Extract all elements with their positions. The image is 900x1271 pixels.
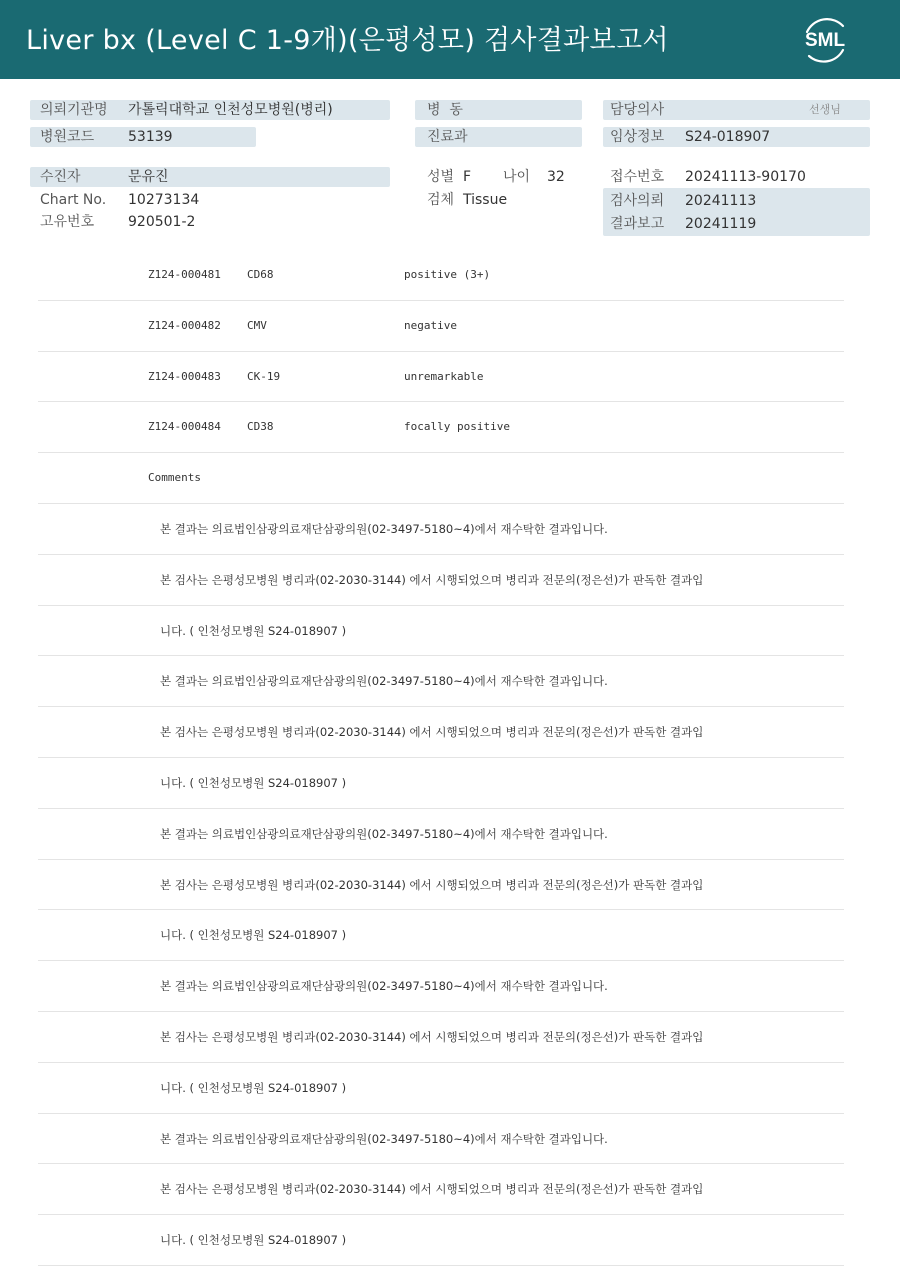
result-code: Z124-000481 <box>148 268 221 281</box>
patient-value: 문유진 <box>128 169 169 185</box>
comment-row <box>38 860 844 911</box>
request-date-field <box>603 191 870 211</box>
sml-logo <box>797 12 853 68</box>
logo-text: SML <box>804 30 846 51</box>
comment-row <box>38 707 844 758</box>
comment-text: 니다. ( 인천성모병원 S24-018907 ) <box>160 623 347 638</box>
chart-no-label: Chart No. <box>40 192 107 208</box>
comment-row <box>38 606 844 657</box>
result-value: negative <box>404 318 457 332</box>
age-label: 나이 <box>503 169 531 185</box>
results-section <box>38 250 844 1266</box>
result-test: CD38 <box>247 420 274 434</box>
comment-text: 본 검사는 은평성모병원 병리과(02-2030-3144) 에서 시행되었으며 병리과 전문의(정은선)가 판독한 결과입 <box>160 1182 704 1197</box>
ward-label: 병 동 <box>427 102 463 118</box>
hospital-code-value: 53139 <box>128 129 173 145</box>
institution-field <box>30 100 390 120</box>
doctor-label: 담당의사 <box>610 102 665 118</box>
table-row <box>38 301 844 352</box>
sex-age-field <box>415 167 585 187</box>
doctor-field <box>603 100 870 120</box>
comment-row <box>38 910 844 961</box>
comment-row <box>38 1164 844 1215</box>
institution-label: 의뢰기관명 <box>40 102 108 118</box>
comment-row <box>38 1215 844 1266</box>
unique-no-value: 920501-2 <box>128 214 196 230</box>
patient-field <box>30 167 390 187</box>
comment-text: 본 결과는 의료법인삼광의료재단삼광의원(02-3497-5180~4)에서 재수탁한 결과입니다. <box>160 826 608 841</box>
report-date-field <box>603 214 870 234</box>
result-value: positive (3+) <box>404 268 491 281</box>
report-date-value: 20241119 <box>685 216 757 232</box>
result-code: Z124-000482 <box>148 318 221 332</box>
result-test: CD68 <box>247 268 274 281</box>
hospital-code-label: 병원코드 <box>40 129 95 145</box>
comment-text: 본 결과는 의료법인삼광의료재단삼광의원(02-3497-5180~4)에서 재수탁한 결과입니다. <box>160 521 608 536</box>
request-date-label: 검사의뢰 <box>610 193 665 209</box>
hospital-code-field <box>30 127 256 147</box>
comment-row <box>38 961 844 1012</box>
comment-row <box>38 555 844 606</box>
comment-text: 본 검사는 은평성모병원 병리과(02-2030-3144) 에서 시행되었으며 병리과 전문의(정은선)가 판독한 결과입 <box>160 725 704 740</box>
ward-field <box>415 100 582 120</box>
table-row <box>38 250 844 301</box>
comment-text: 본 검사는 은평성모병원 병리과(02-2030-3144) 에서 시행되었으며 병리과 전문의(정은선)가 판독한 결과입 <box>160 1029 704 1044</box>
department-field <box>415 127 582 147</box>
comment-text: 니다. ( 인천성모병원 S24-018907 ) <box>160 1080 347 1095</box>
comment-row <box>38 656 844 707</box>
comment-text: 니다. ( 인천성모병원 S24-018907 ) <box>160 775 347 790</box>
comment-text: 본 검사는 은평성모병원 병리과(02-2030-3144) 에서 시행되었으며 병리과 전문의(정은선)가 판독한 결과입 <box>160 877 704 892</box>
report-header <box>0 0 900 79</box>
report-title: Liver bx (Level C 1-9개)(은평성모) 검사결과보고서 <box>26 25 669 56</box>
report-date-label: 결과보고 <box>610 216 665 232</box>
unique-no-field <box>30 212 390 232</box>
clinical-info-label: 임상정보 <box>610 129 665 145</box>
receipt-no-label: 접수번호 <box>610 169 665 185</box>
table-row <box>38 402 844 453</box>
result-value: unremarkable <box>404 369 484 383</box>
comment-text: 본 결과는 의료법인삼광의료재단삼광의원(02-3497-5180~4)에서 재수탁한 결과입니다. <box>160 674 608 689</box>
specimen-label: 검체 <box>427 192 455 208</box>
result-code: Z124-000483 <box>148 369 221 383</box>
comment-row <box>38 809 844 860</box>
clinical-info-value: S24-018907 <box>685 129 771 145</box>
receipt-no-value: 20241113-90170 <box>685 169 806 185</box>
chart-no-field <box>30 190 390 210</box>
result-value: focally positive <box>404 420 510 434</box>
department-label: 진료과 <box>427 129 468 145</box>
comment-row <box>38 758 844 809</box>
comments-header-row <box>38 453 844 504</box>
chart-no-value: 10273134 <box>128 192 200 208</box>
patient-label: 수진자 <box>40 169 81 185</box>
clinical-info-field <box>603 127 870 147</box>
comments-label: Comments <box>148 471 201 485</box>
sex-label: 성별 <box>427 169 455 185</box>
receipt-no-field <box>603 167 870 187</box>
comment-row <box>38 1012 844 1063</box>
request-date-value: 20241113 <box>685 193 757 209</box>
comment-text: 니다. ( 인천성모병원 S24-018907 ) <box>160 1233 347 1248</box>
comment-row <box>38 1063 844 1114</box>
sex-value: F <box>463 169 472 185</box>
result-test: CK-19 <box>247 369 281 383</box>
comment-text: 본 검사는 은평성모병원 병리과(02-2030-3144) 에서 시행되었으며 병리과 전문의(정은선)가 판독한 결과입 <box>160 572 704 587</box>
doctor-suffix: 선생님 <box>809 103 841 116</box>
institution-value: 가톨릭대학교 인천성모병원(병리) <box>128 102 333 118</box>
comment-row <box>38 504 844 555</box>
comment-text: 니다. ( 인천성모병원 S24-018907 ) <box>160 928 347 943</box>
age-value: 32 <box>547 169 565 185</box>
specimen-value: Tissue <box>463 192 508 208</box>
comment-text: 본 결과는 의료법인삼광의료재단삼광의원(02-3497-5180~4)에서 재수탁한 결과입니다. <box>160 1131 608 1146</box>
result-test: CMV <box>247 318 267 332</box>
comment-row <box>38 1114 844 1165</box>
specimen-field <box>415 190 585 210</box>
comment-text: 본 결과는 의료법인삼광의료재단삼광의원(02-3497-5180~4)에서 재수탁한 결과입니다. <box>160 979 608 994</box>
table-row <box>38 352 844 403</box>
unique-no-label: 고유번호 <box>40 214 95 230</box>
result-code: Z124-000484 <box>148 420 221 434</box>
